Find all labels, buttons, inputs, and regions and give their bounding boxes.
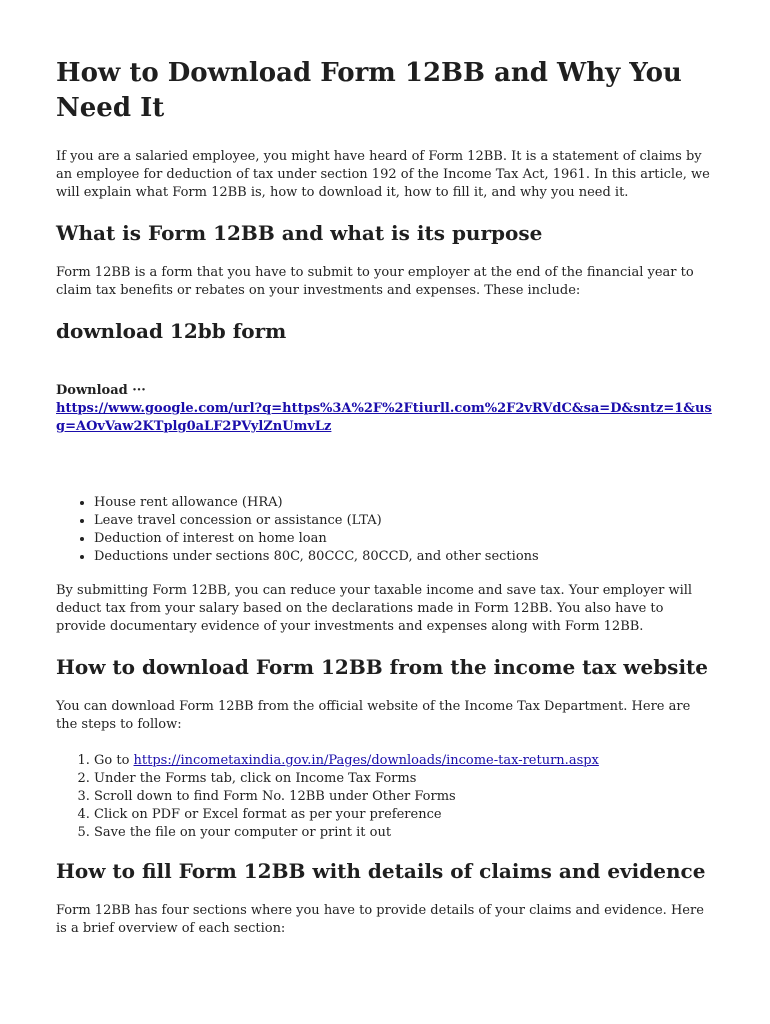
list-item: • Leave travel concession or assistance (LTA): [94, 512, 714, 530]
list-item: 2. Under the Forms tab, click on Income Tax Forms: [94, 770, 714, 788]
section-heading-download: How to download Form 12BB from the income tax website: [56, 655, 709, 679]
intro-paragraph: If you are a salaried employee, you might have heard of Form 12BB. It is a statement of claims by an employee for deduction of tax under section 192 of the Income Tax Act, 1961. In this article, we will explain what Form 12BB is, how to download it, how to fill it, and why you need it.: [56, 149, 710, 200]
download-link[interactable]: https://www.google.com/url?q=https%3A%2F%2Ftiurll.com%2F2vRVdC&sa=D&sntz=1&usg=AOvVaw2KTplg0aLF2PVylZnUmvLz: [56, 401, 712, 434]
download-label: Download ···: [56, 383, 146, 398]
purpose-paragraph: Form 12BB is a form that you have to submit to your employer at the end of the financial year to claim tax benefits or rebates on your investments and expenses. These include:: [56, 265, 694, 298]
download-steps-list: [56, 752, 714, 842]
list-item: 4. Click on PDF or Excel format as per your preference: [94, 806, 714, 824]
section-heading-fill: How to fill Form 12BB with details of claims and evidence: [56, 859, 706, 883]
income-tax-link[interactable]: https://incometaxindia.gov.in/Pages/downloads/income-tax-return.aspx: [133, 753, 599, 768]
list-item: [94, 752, 714, 770]
download-block: [56, 382, 714, 436]
list-item: • Deduction of interest on home loan: [94, 530, 714, 548]
submit-paragraph: By submitting Form 12BB, you can reduce your taxable income and save tax. Your employer will deduct tax from your salary based on the declarations made in Form 12BB. You also have to provide documentary evidence of your investments and expenses along with Form 12BB.: [56, 583, 693, 634]
fill-paragraph: Form 12BB has four sections where you have to provide details of your claims and evidence. Here is a brief overview of each section:: [56, 903, 704, 936]
step-prefix: Go to: [94, 753, 134, 768]
section-heading-purpose: What is Form 12BB and what is its purpose: [56, 221, 543, 245]
list-item: • Deductions under sections 80C, 80CCC, 80CCD, and other sections: [94, 548, 714, 566]
list-item: 5. Save the file on your computer or print it out: [94, 824, 714, 842]
download-heading: download 12bb form: [56, 319, 287, 343]
list-item: 3. Scroll down to find Form No. 12BB under Other Forms: [94, 788, 714, 806]
claims-list: [56, 494, 714, 566]
download-steps-intro: You can download Form 12BB from the official website of the Income Tax Department. Here are the steps to follow:: [56, 699, 691, 732]
list-item: • House rent allowance (HRA): [94, 494, 714, 512]
page-title: How to Download Form 12BB and Why You Need It: [56, 58, 682, 123]
